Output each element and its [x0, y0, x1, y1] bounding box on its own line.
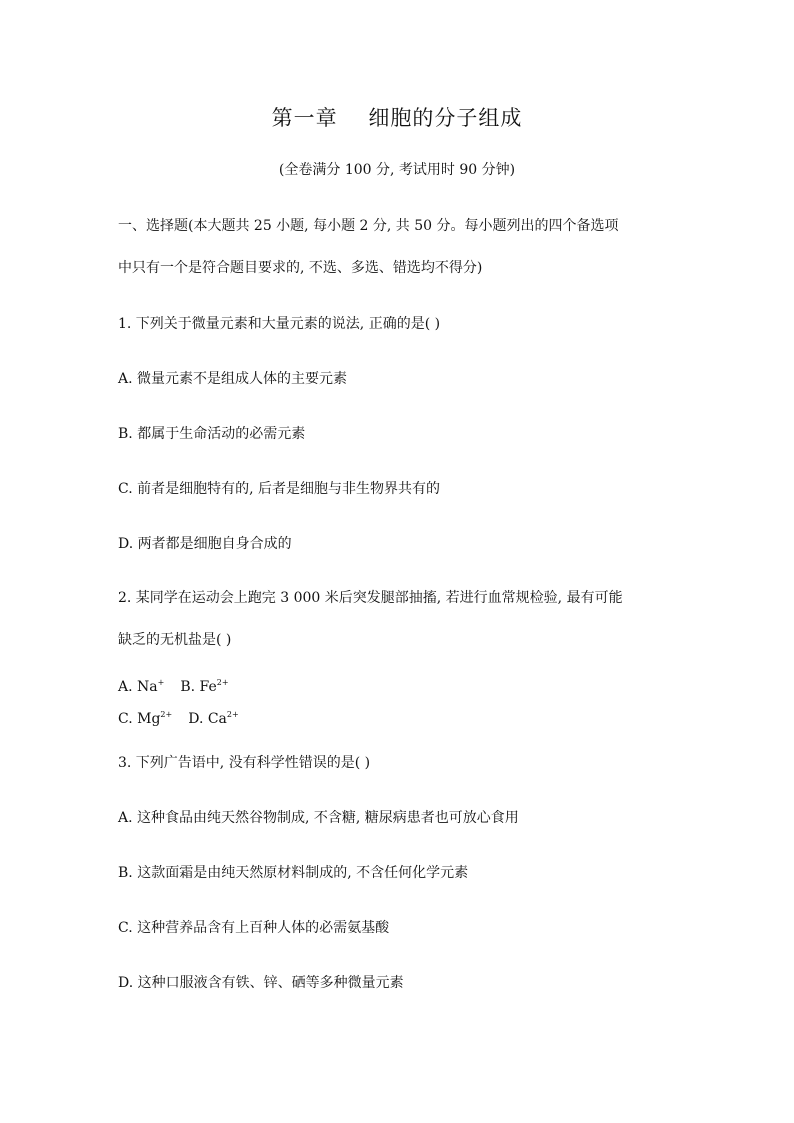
question-3-option-d: D. 这种口服液含有铁、锌、硒等多种微量元素 [118, 975, 404, 991]
question-2-options-row-2 [118, 709, 239, 729]
question-3-stem: 3. 下列广告语中, 没有科学性错误的是( ) [118, 755, 371, 771]
question-1-option-b: B. 都属于生命活动的必需元素 [118, 426, 306, 442]
question-2-options-row-1 [118, 677, 229, 697]
question-2-stem-line-1: 2. 某同学在运动会上跑完 3 000 米后突发腿部抽搐, 若进行血常规检验, 最有可能 [118, 590, 623, 606]
question-1-option-a: A. 微量元素不是组成人体的主要元素 [118, 371, 348, 387]
section-heading-line-1: 一、选择题(本大题共 25 小题, 每小题 2 分, 共 50 分。每小题列出的四个备选项 [118, 218, 619, 234]
question-3-option-a: A. 这种食品由纯天然谷物制成, 不含糖, 糖尿病患者也可放心食用 [118, 810, 519, 826]
question-2-option-a: A. Na+ [118, 678, 165, 695]
question-1-stem: 1. 下列关于微量元素和大量元素的说法, 正确的是( ) [118, 316, 441, 332]
exam-info: (全卷满分 100 分, 考试用时 90 分钟) [278, 162, 516, 178]
section-heading-line-2: 中只有一个是符合题目要求的, 不选、多选、错选均不得分) [118, 260, 483, 276]
question-2-option-b: B. $Fe^{2+}$ [180, 678, 229, 695]
question-1-option-d: D. 两者都是细胞自身合成的 [118, 536, 292, 552]
question-3-option-c: C. 这种营养品含有上百种人体的必需氨基酸 [118, 920, 390, 936]
question-2-option-c: C. $Mg^{2+}$ [118, 710, 173, 727]
question-2-option-d: D. $Ca^{2+}$ [188, 710, 239, 727]
question-1-option-c: C. 前者是细胞特有的, 后者是细胞与非生物界共有的 [118, 481, 441, 497]
question-2-stem-line-2: 缺乏的无机盐是( ) [118, 632, 232, 648]
question-3-option-b: B. 这款面霜是由纯天然原材料制成的, 不含任何化学元素 [118, 865, 469, 881]
chapter-title: 第一章 细胞的分子组成 [271, 106, 523, 130]
